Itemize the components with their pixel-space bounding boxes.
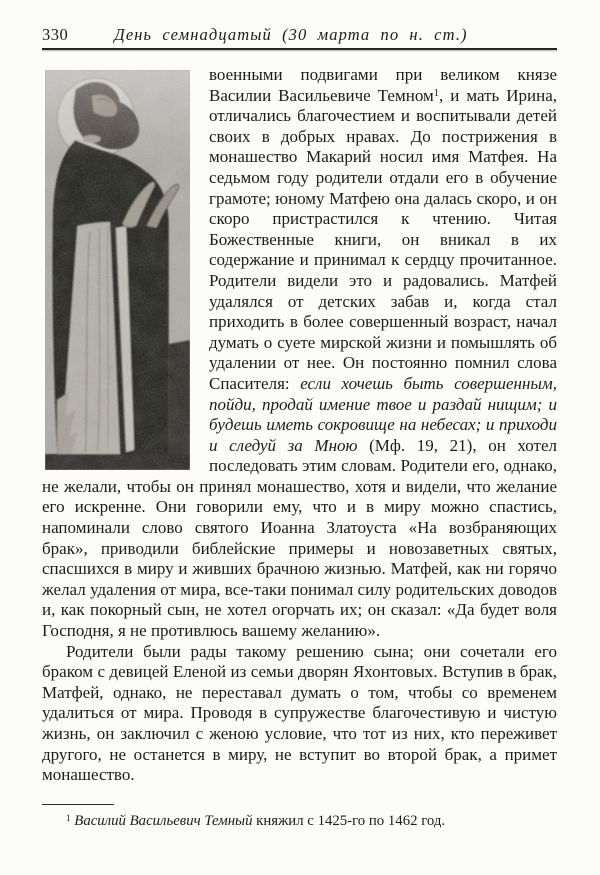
saint-icon-figure bbox=[45, 70, 190, 470]
saint-icon-image bbox=[45, 70, 190, 470]
footnote-rule bbox=[42, 804, 114, 805]
page-number: 330 bbox=[42, 25, 69, 44]
running-header bbox=[0, 0, 600, 45]
paragraph: военными подвигами при великом князе Василии Васильевиче Темном$^1$, и мать Ирина, отличались благочестием и воспитывали детей своих в добрых нравах. До пострижения в монашество Макарий носил имя Матфея. На седьмом году родители отдали его в обучение грамоте; юному Матфею она далась скоро, и он скоро пристрастился к чтению. Читая Божественные книги, он вникал в их содержание и принимал к сердцу прочитанное. Родители видели это и радовались. Матфей удалялся от детских забав и, когда стал приходить в более совершенный возраст, начал думать о суете мирской жизни и помышлять об удалении от нее. Он постоянно помнил слова Спасителя: если хочешь быть совершенным, пойди, продай имение твое и раздай нищим; и будешь иметь сокровище на небесах; и приходи и следуй за Мною (Мф. 19, 21), он хотел последовать этим словам. Родители его, однако, не желали, чтобы он принял монашество, хотя и видели, что желание его искренне. Они говорили ему, что и в миру можно спастись, напоминали слово святого Иоанна Златоуста «На возбраняющих брак», приводили библейские примеры и новозаветных святых, спасшихся в миру и живших брачною жизнью. Матфей, как ни горячо желал удаления от мира, все-таки понимал силу родительских доводов и, как покорный сын, не хотел огорчать их; он сказал: «Да будет воля Господня, я не противлюсь вашему желанию». bbox=[42, 65, 558, 641]
footnote-text: $^1$ Василий Васильевич Темный княжил с 1425-го по 1462 год. bbox=[66, 812, 446, 829]
paragraph: Родители были рады такому решению сына; они сочетали его браком с девицей Еленой из семьи дворян Яхонтовых. Вступив в брак, Матфей, однако, не переставал думать о том, чтобы со временем удалиться от мира. Проводя в супружестве благочестивую и чистую жизнь, он заключил с женою условие, что тот из них, кто переживет другого, не останется в миру, не вступит во второй брак, а примет монашество. bbox=[42, 641, 557, 785]
header-rule bbox=[42, 48, 557, 50]
body-text bbox=[42, 65, 557, 786]
running-title: День семнадцатый (30 марта по н. ст.) bbox=[114, 25, 468, 44]
footnote bbox=[42, 804, 557, 831]
